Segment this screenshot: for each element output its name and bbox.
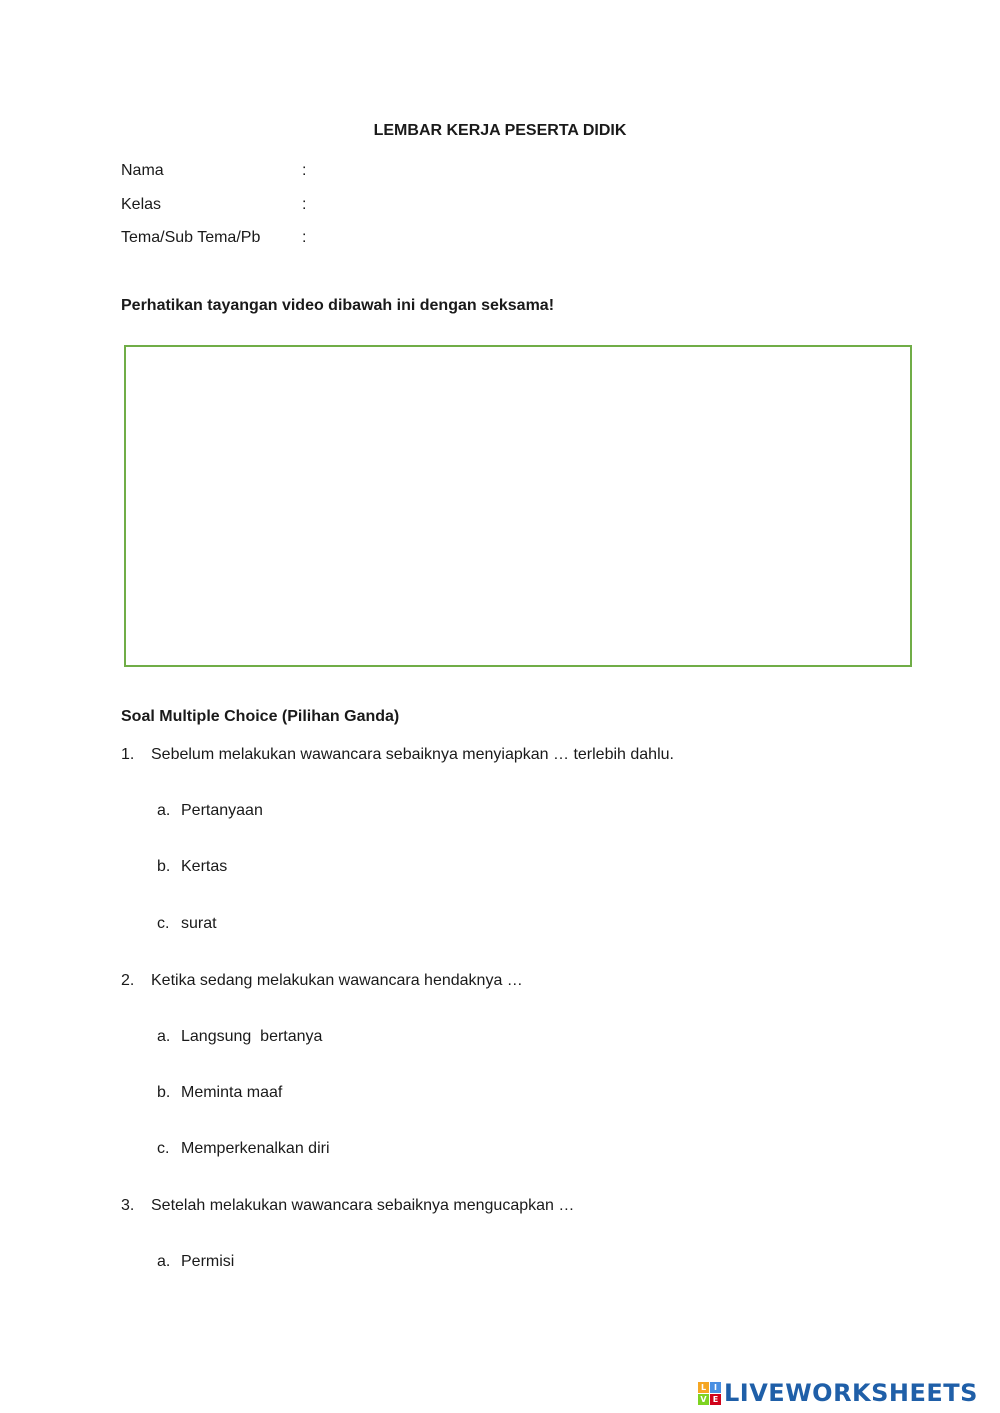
question-3-number: 3.: [121, 1197, 135, 1214]
video-placeholder[interactable]: [124, 345, 912, 667]
name-colon: :: [302, 162, 307, 179]
logo-mark-l: L: [698, 1382, 709, 1393]
worksheet-title: LEMBAR KERJA PESERTA DIDIK: [373, 122, 627, 139]
q1-option-b-letter: b.: [157, 858, 171, 875]
logo-mark-i: I: [710, 1382, 721, 1393]
theme-colon: :: [302, 229, 307, 246]
class-colon: :: [302, 196, 307, 213]
question-1-text: Sebelum melakukan wawancara sebaiknya menyiapkan … terlebih dahlu.: [151, 746, 674, 763]
q2-option-b-letter: b.: [157, 1084, 171, 1101]
name-label: Nama: [121, 162, 164, 179]
q2-option-a[interactable]: Langsung bertanya: [181, 1028, 323, 1045]
question-2-text: Ketika sedang melakukan wawancara hendaknya …: [151, 972, 523, 989]
q3-option-a[interactable]: Permisi: [181, 1253, 235, 1270]
class-label: Kelas: [121, 196, 162, 213]
question-1-number: 1.: [121, 746, 135, 763]
section-title: Soal Multiple Choice (Pilihan Ganda): [121, 708, 400, 725]
liveworksheets-logo: [698, 1378, 978, 1408]
q2-option-a-letter: a.: [157, 1028, 171, 1045]
question-2-number: 2.: [121, 972, 135, 989]
liveworksheets-logo-icon: [698, 1382, 721, 1405]
theme-label: Tema/Sub Tema/Pb: [121, 229, 261, 246]
q1-option-a-letter: a.: [157, 802, 171, 819]
q1-option-b[interactable]: Kertas: [181, 858, 228, 875]
logo-mark-v: V: [698, 1394, 709, 1405]
q1-option-a[interactable]: Pertanyaan: [181, 802, 263, 819]
liveworksheets-logo-text: LIVEWORKSHEETS: [724, 1379, 978, 1407]
q2-option-c-letter: c.: [157, 1140, 170, 1157]
video-instruction: Perhatikan tayangan video dibawah ini dengan seksama!: [121, 297, 555, 314]
q1-option-c-letter: c.: [157, 915, 170, 932]
q2-option-c[interactable]: Memperkenalkan diri: [181, 1140, 330, 1157]
logo-mark-e: E: [710, 1394, 721, 1405]
q3-option-a-letter: a.: [157, 1253, 171, 1270]
q2-option-b[interactable]: Meminta maaf: [181, 1084, 283, 1101]
question-3-text: Setelah melakukan wawancara sebaiknya mengucapkan …: [151, 1197, 575, 1214]
q1-option-c[interactable]: surat: [181, 915, 217, 932]
